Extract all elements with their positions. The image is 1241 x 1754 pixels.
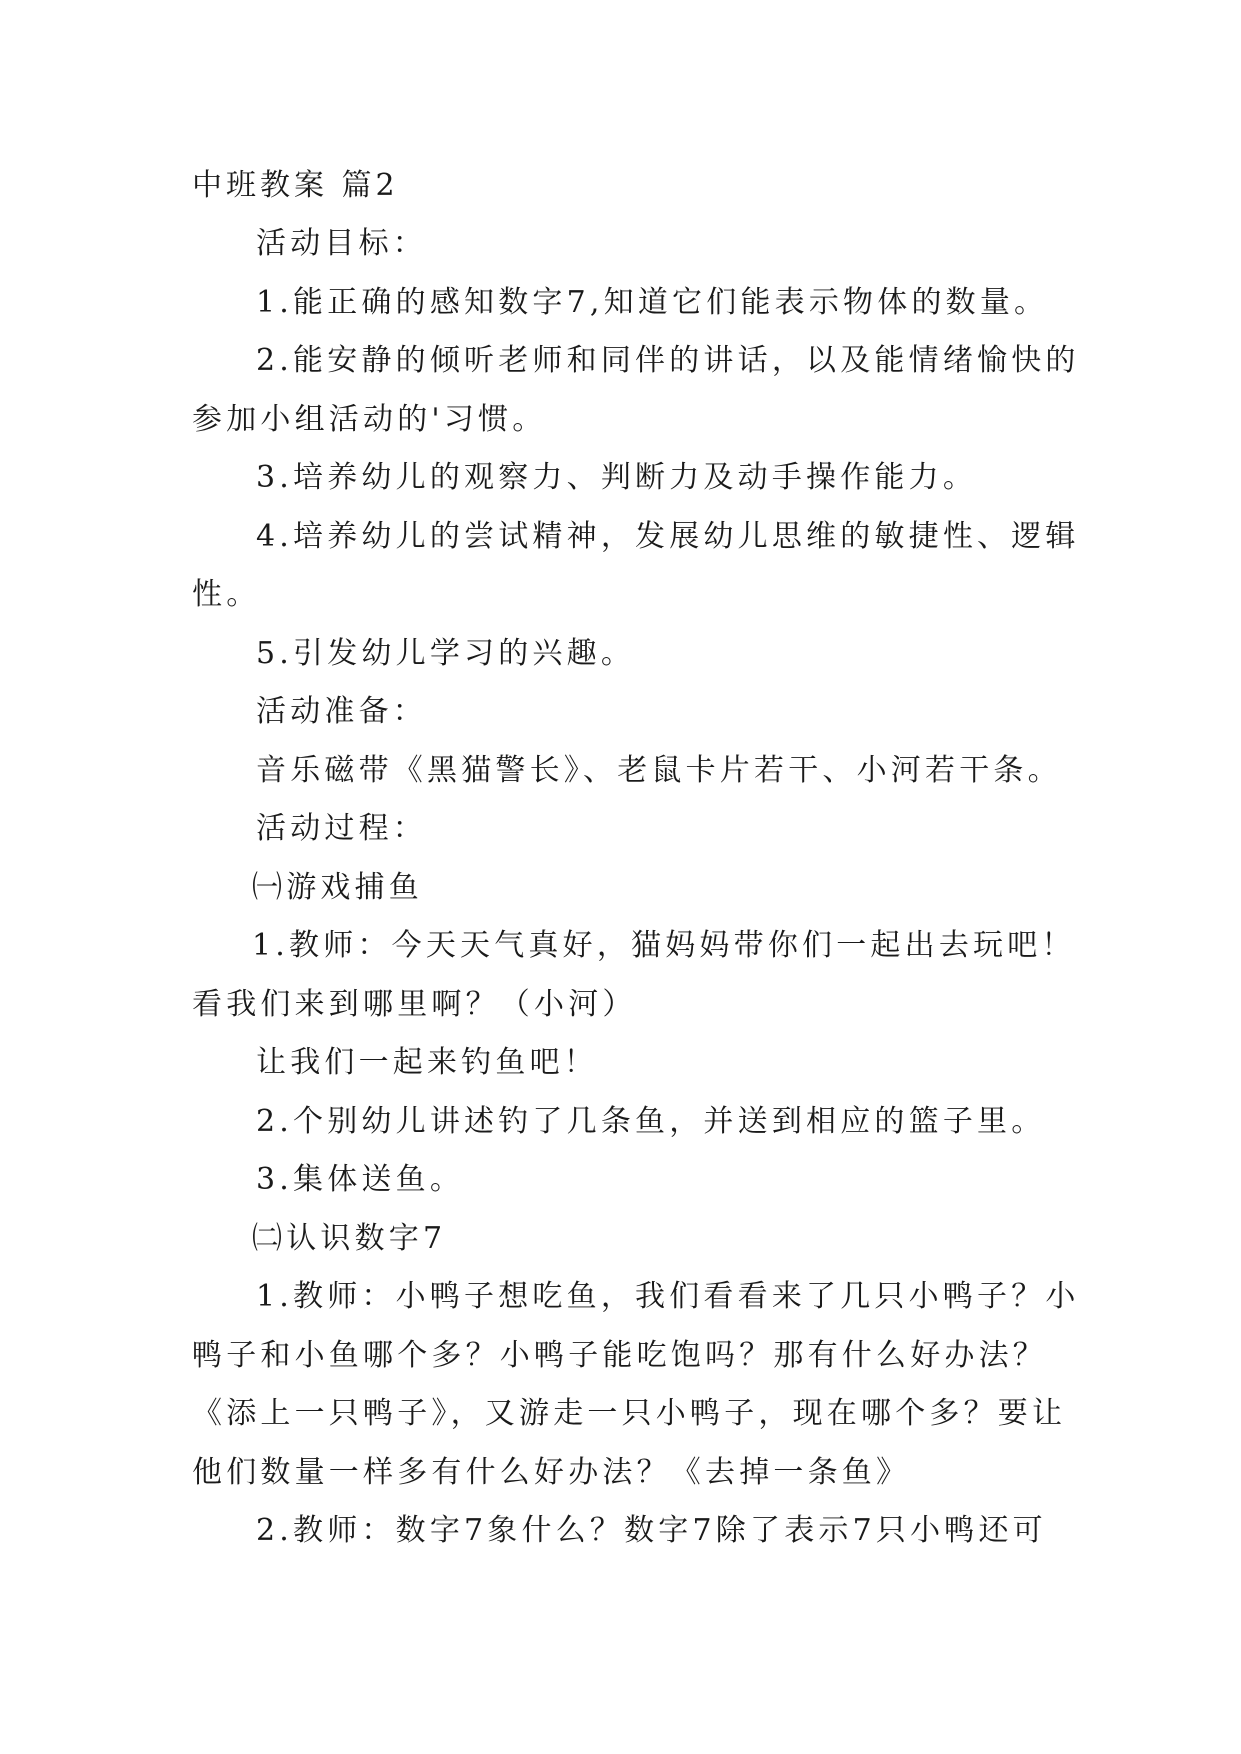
paragraph-line: 3.培养幼儿的观察力、判断力及动手操作能力。 xyxy=(256,460,978,495)
section-heading-goals: 活动目标： xyxy=(256,226,427,261)
paragraph-line: 2.能安静的倾听老师和同伴的讲话，以及能情绪愉快的 xyxy=(256,343,1080,378)
section-heading-process: 活动过程： xyxy=(256,811,427,846)
paragraph-line: 他们数量一样多有什么好办法？《去掉一条鱼》 xyxy=(192,1455,911,1490)
subsection-heading: ㈡认识数字7 xyxy=(252,1221,447,1256)
paragraph-line: 看我们来到哪里啊？（小河） xyxy=(192,987,637,1022)
subsection-heading: ㈠游戏捕鱼 xyxy=(252,870,423,905)
paragraph-line: 参加小组活动的'习惯。 xyxy=(192,402,547,437)
paragraph-line: 1.教师：今天天气真好，猫妈妈带你们一起出去玩吧！ xyxy=(252,928,1076,963)
section-heading-preparation: 活动准备： xyxy=(256,694,427,729)
paragraph-line: 1.教师：小鸭子想吃鱼，我们看看来了几只小鸭子？小 xyxy=(256,1279,1080,1314)
paragraph-line: 让我们一起来钓鱼吧！ xyxy=(256,1045,598,1080)
paragraph-line: 鸭子和小鱼哪个多？小鸭子能吃饱吗？那有什么好办法？ xyxy=(192,1338,1047,1373)
paragraph-line: 4.培养幼儿的尝试精神，发展幼儿思维的敏捷性、逻辑 xyxy=(256,519,1080,554)
paragraph-line: 性。 xyxy=(192,577,261,612)
paragraph-line: 2.教师：数字7象什么？数字7除了表示7只小鸭还可 xyxy=(256,1513,1047,1548)
paragraph-line: 5.引发幼儿学习的兴趣。 xyxy=(256,636,636,671)
paragraph-line: 音乐磁带《黑猫警长》、老鼠卡片若干、小河若干条。 xyxy=(256,753,1062,788)
paragraph-line: 3.集体送鱼。 xyxy=(256,1162,465,1197)
paragraph-line: 《添上一只鸭子》，又游走一只小鸭子，现在哪个多？要让 xyxy=(192,1396,1067,1431)
paragraph-line: 1.能正确的感知数字7,知道它们能表示物体的数量。 xyxy=(256,285,1049,320)
paragraph-line: 2.个别幼儿讲述钓了几条鱼，并送到相应的篮子里。 xyxy=(256,1104,1046,1139)
document-title: 中班教案 篇2 xyxy=(192,168,399,203)
